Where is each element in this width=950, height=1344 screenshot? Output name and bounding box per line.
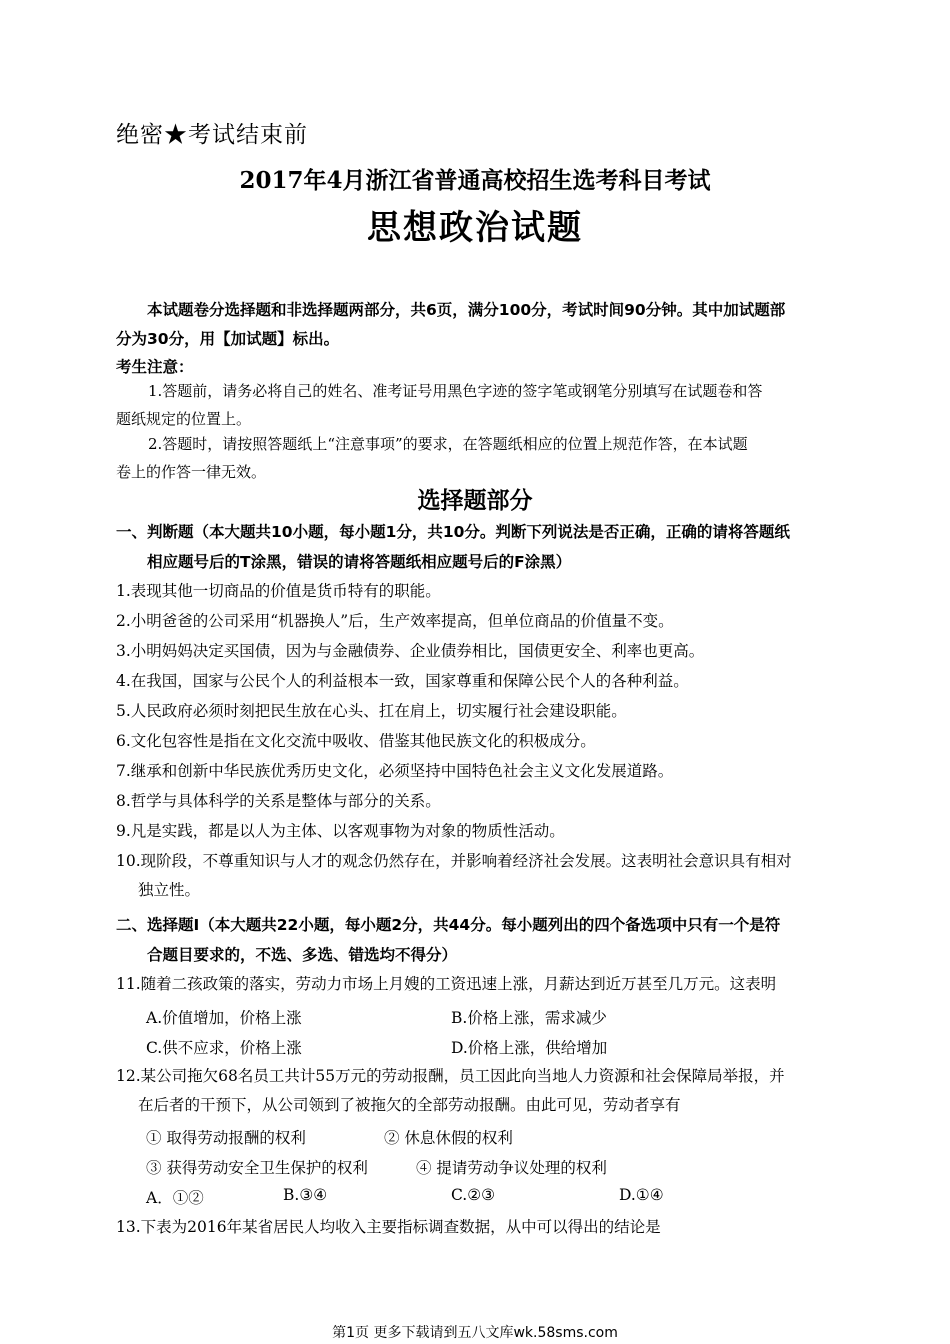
notice-item-1	[116, 377, 856, 433]
option-a: A．①②	[146, 1189, 204, 1207]
subject-title: 思想政治试题	[367, 208, 583, 248]
option-c: C.供不应求，价格上涨	[146, 1039, 302, 1057]
question-line: 12.某公司拖欠68名员工共计55万元的劳动报酬，员工因此向当地人力资源和社会保障局举报，并	[116, 1067, 785, 1085]
secret-mark: 绝密★考试结束前	[116, 122, 308, 148]
part1-heading	[116, 517, 856, 577]
statement-2: ② 休息休假的权利	[384, 1129, 513, 1147]
question-13: 13.下表为2016年某省居民人均收入主要指标调查数据，从中可以得出的结论是	[116, 1218, 661, 1236]
notice-line: 题纸规定的位置上。	[116, 410, 252, 428]
statement-4: ④ 提请劳动争议处理的权利	[416, 1159, 607, 1177]
option-c: C.②③	[451, 1186, 496, 1204]
option-b: B.③④	[283, 1186, 328, 1204]
intro-line: 本试题卷分选择题和非选择题两部分，共6页，满分100分，考试时间90分钟。其中加试题部	[147, 301, 786, 319]
option-b: B.价格上涨，需求减少	[451, 1009, 607, 1027]
question-12	[116, 1062, 856, 1120]
intro-paragraph	[116, 296, 856, 354]
option-d: D.价格上涨，供给增加	[451, 1039, 608, 1057]
question-1: 1.表现其他一切商品的价值是货币特有的职能。	[116, 582, 441, 600]
question-4: 4.在我国，国家与公民个人的利益根本一致，国家尊重和保障公民个人的各种利益。	[116, 672, 689, 690]
question-11: 11.随着二孩政策的落实，劳动力市场上月嫂的工资迅速上涨，月薪达到近万甚至几万元。这表明	[116, 975, 777, 993]
question-8: 8.哲学与具体科学的关系是整体与部分的关系。	[116, 792, 441, 810]
part2-heading	[116, 910, 856, 970]
exam-title: 2017年4月浙江省普通高校招生选考科目考试	[239, 167, 711, 194]
part-heading-line: 一、判断题（本大题共10小题，每小题1分，共10分。判断下列说法是否正确，正确的请将答题纸	[116, 523, 790, 541]
intro-line: 分为30分，用【加试题】标出。	[116, 330, 340, 348]
question-line: 独立性。	[138, 881, 201, 899]
question-7: 7.继承和创新中华民族优秀历史文化，必须坚持中国特色社会主义文化发展道路。	[116, 762, 674, 780]
page-footer: 第1页 更多下载请到五八文库wk.58sms.com	[332, 1325, 618, 1341]
part-heading-line: 二、选择题Ⅰ（本大题共22小题，每小题2分，共44分。每小题列出的四个备选项中只有一个是符	[116, 916, 781, 934]
question-line: 10.现阶段，不尊重知识与人才的观念仍然存在，并影响着经济社会发展。这表明社会意识具有相对	[116, 852, 792, 870]
statement-1: ① 取得劳动报酬的权利	[146, 1129, 306, 1147]
question-3: 3.小明妈妈决定买国债，因为与金融债券、企业债券相比，国债更安全、利率也更高。	[116, 642, 705, 660]
notice-item-2	[116, 430, 856, 486]
statement-3: ③ 获得劳动安全卫生保护的权利	[146, 1159, 368, 1177]
notice-line: 2.答题时，请按照答题纸上“注意事项”的要求，在答题纸相应的位置上规范作答，在本试题	[148, 435, 748, 453]
notice-line: 卷上的作答一律无效。	[116, 463, 267, 481]
question-6: 6.文化包容性是指在文化交流中吸收、借鉴其他民族文化的积极成分。	[116, 732, 596, 750]
option-a: A.价值增加，价格上涨	[146, 1009, 302, 1027]
notice-line: 1.答题前，请务必将自己的姓名、准考证号用黑色字迹的签字笔或钢笔分别填写在试题卷和答	[148, 382, 763, 400]
question-10	[116, 847, 856, 905]
part-heading-line: 相应题号后的T涂黑，错误的请将答题纸相应题号后的F涂黑）	[147, 553, 572, 571]
question-9: 9.凡是实践，都是以人为主体、以客观事物为对象的物质性活动。	[116, 822, 565, 840]
question-line: 在后者的干预下，从公司领到了被拖欠的全部劳动报酬。由此可见，劳动者享有	[138, 1096, 681, 1114]
question-2: 2.小明爸爸的公司采用“机器换人”后，生产效率提高，但单位商品的价值量不变。	[116, 612, 674, 630]
question-5: 5.人民政府必须时刻把民生放在心头、扛在肩上，切实履行社会建设职能。	[116, 702, 627, 720]
section-title: 选择题部分	[417, 488, 533, 514]
notice-heading: 考生注意：	[116, 358, 194, 376]
part-heading-line: 合题目要求的，不选、多选、错选均不得分）	[147, 946, 458, 964]
option-d: D.①④	[619, 1186, 664, 1204]
